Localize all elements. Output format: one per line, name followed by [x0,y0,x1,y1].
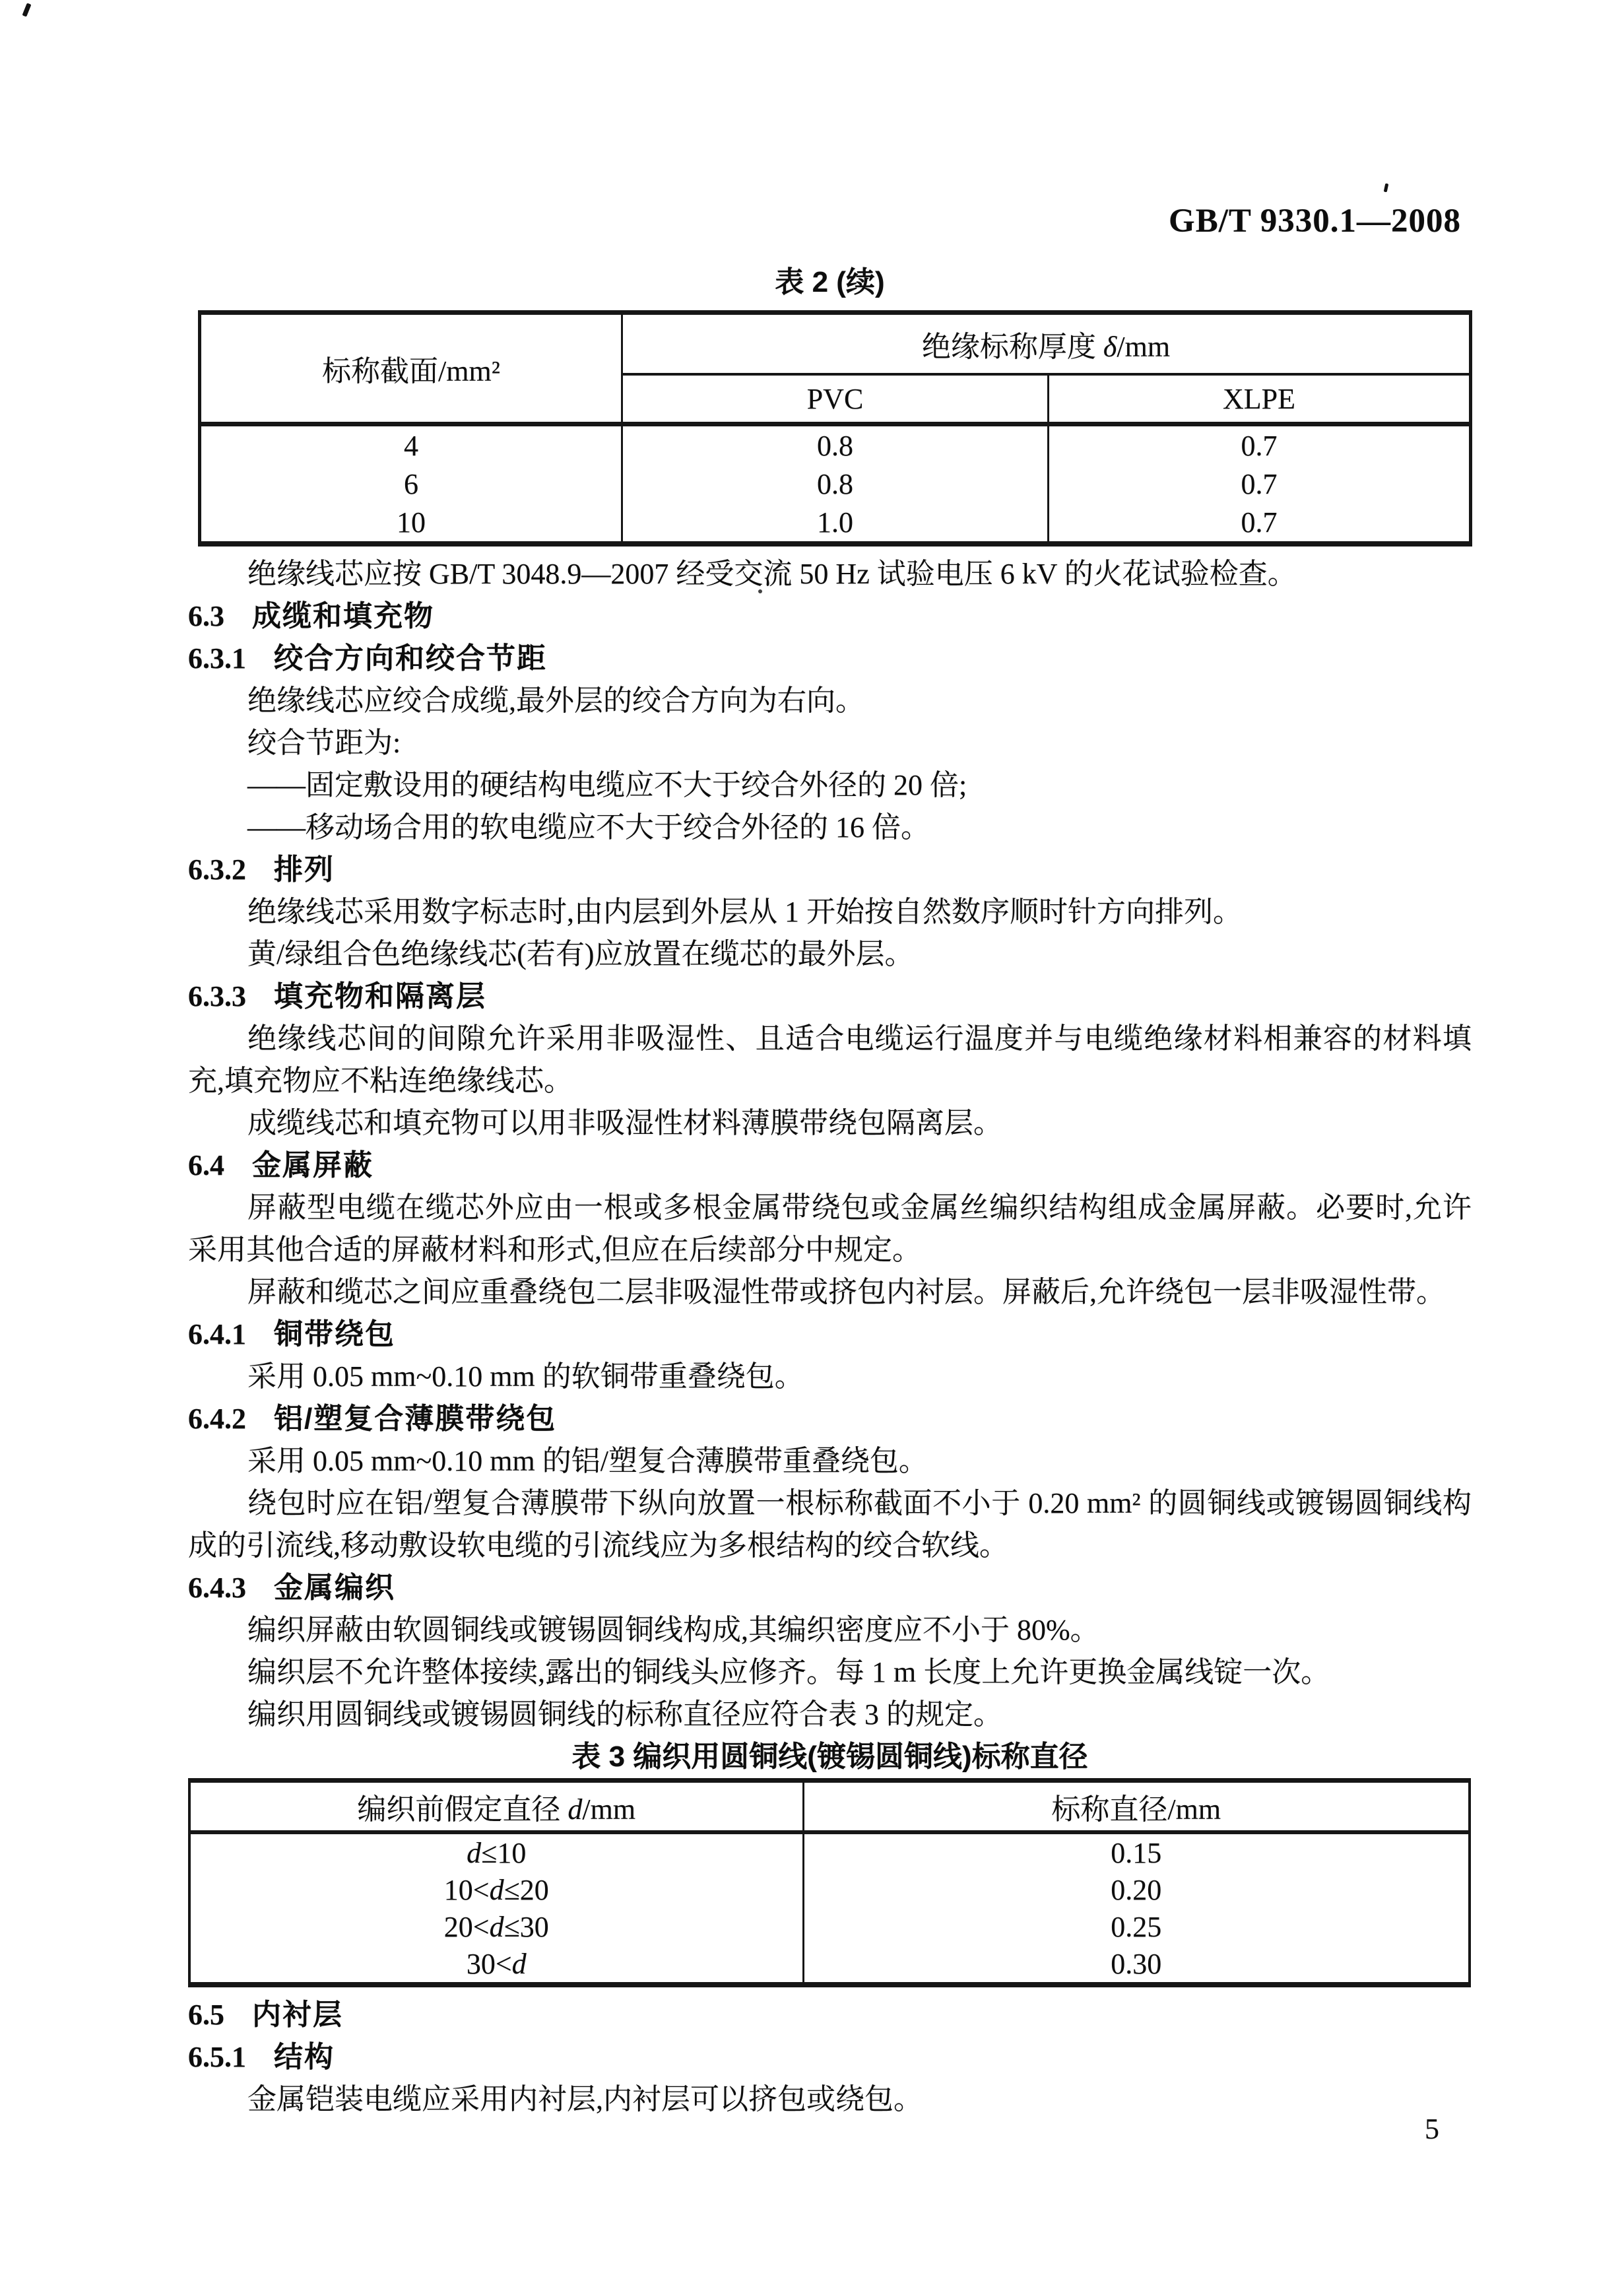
table-cell: 0.20 [1111,1873,1162,1906]
dash-item: ——移动场合用的软电缆应不大于绞合外径的 16 倍。 [247,811,930,844]
table-cell: 20<d≤30 [189,1908,803,1945]
paragraph: 编织层不允许整体接续,露出的铜线头应修齐。每 1 m 长度上允许更换金属线锭一次。 [247,1656,1330,1688]
body-text [188,553,1472,1736]
table2-caption: 表 2 (续) [775,266,885,298]
paragraph: 采用 0.05 mm~0.10 mm 的软铜带重叠绕包。 [247,1360,804,1393]
paragraph: 编织屏蔽由软圆铜线或镀锡圆铜线构成,其编织密度应不小于 80%。 [247,1614,1099,1646]
table-cell: 0.25 [1111,1910,1162,1943]
section-heading-6-3-3: 6.3.3 填充物和隔离层 [188,980,486,1012]
table2 [198,310,1472,547]
paragraph: 绞合节距为: [247,727,401,759]
table-cell: 0.30 [1111,1947,1162,1980]
section-heading-6-3: 6.3 成缆和填充物 [188,600,434,632]
section-heading-6-4-1: 6.4.1 铜带绕包 [188,1318,395,1350]
section-heading-6-4-2: 6.4.2 铝/塑复合薄膜带绕包 [188,1403,557,1435]
section-heading-6-4-3: 6.4.3 金属编织 [188,1572,395,1604]
paragraph: 采用 0.05 mm~0.10 mm 的铝/塑复合薄膜带重叠绕包。 [247,1445,928,1477]
section-heading-6-5-1: 6.5.1 结构 [188,2041,335,2073]
section-heading-6-5: 6.5 内衬层 [188,1999,343,2031]
table3-caption: 表 3 编织用圆铜线(镀锡圆铜线)标称直径 [571,1740,1088,1773]
paragraph: 黄/绿组合色绝缘线芯(若有)应放置在缆芯的最外层。 [247,938,914,970]
paragraph: 成缆线芯和填充物可以用非吸湿性材料薄膜带绕包隔离层。 [247,1107,1002,1139]
page-number: 5 [1425,2113,1439,2145]
section-heading-6-3-1: 6.3.1 绞合方向和绞合节距 [188,642,547,675]
paragraph: 绝缘线芯间的间隙允许采用非吸湿性、且适合电缆运行温度并与电缆绝缘材料相兼容的材料填充,填充物应不粘连绝缘线芯。 [188,1022,1472,1097]
table2-subheader-pvc: PVC [622,374,1049,424]
table-cell: 4 [200,424,622,465]
standard-number: GB/T 9330.1—2008 [1169,203,1461,240]
table-cell: 30<d [189,1945,803,1985]
paragraph: 金属铠装电缆应采用内衬层,内衬层可以挤包或绕包。 [247,2083,923,2115]
table-cell: 0.8 [622,424,1049,465]
table-row [200,424,1471,465]
paragraph: 绝缘线芯应按 GB/T 3048.9—2007 经受交流 50 Hz 试验电压 6 kV 的火花试验检查。 [247,558,1297,590]
paragraph: 编织用圆铜线或镀锡圆铜线的标称直径应符合表 3 的规定。 [247,1698,1002,1731]
table2-subheader-xlpe: XLPE [1049,374,1471,424]
table-cell: 0.15 [1111,1836,1162,1869]
table-cell: 6 [200,465,622,503]
table-row [189,1832,1470,1871]
table-cell: 10<d≤20 [189,1871,803,1908]
table-cell: 0.7 [1241,506,1278,539]
section-heading-6-3-2: 6.3.2 排列 [188,853,335,886]
table2-col1-header: 标称截面/mm² [200,313,622,424]
table3-header-nominal-diameter: 标称直径/mm [803,1781,1470,1833]
dash-item: ——固定敷设用的硬结构电缆应不大于绞合外径的 20 倍; [247,769,967,801]
paragraph: 屏蔽和缆芯之间应重叠绕包二层非吸湿性带或挤包内衬层。屏蔽后,允许绕包一层非吸湿性带。 [247,1276,1445,1308]
table-cell: d≤10 [189,1832,803,1871]
table2-span-header: 绝缘标称厚度 δ/mm [622,313,1471,375]
paragraph: 绝缘线芯应绞合成缆,最外层的绞合方向为右向。 [247,684,864,717]
tail-text [188,1994,1472,2121]
section-heading-6-4: 6.4 金属屏蔽 [188,1149,374,1181]
paragraph: 绕包时应在铝/塑复合薄膜带下纵向放置一根标称截面不小于 0.20 mm² 的圆铜线或镀锡圆铜线构成的引流线,移动敷设软电缆的引流线应为多根结构的绞合软线。 [188,1487,1472,1562]
table-row [189,1871,1470,1908]
table3-header-diameter-before-braiding: 编织前假定直径 d/mm [189,1781,803,1833]
paragraph: 屏蔽型电缆在缆芯外应由一根或多根金属带绕包或金属丝编织结构组成金属屏蔽。必要时,允许采用其他合适的屏蔽材料和形式,但应在后续部分中规定。 [188,1191,1472,1266]
table-row [200,465,1471,503]
table-cell: 10 [200,503,622,544]
table-cell: 0.7 [1241,467,1278,500]
table3 [188,1778,1471,1987]
table-row [200,503,1471,544]
table-row [189,1908,1470,1945]
document-content [188,0,1472,2121]
scan-speck [22,3,32,17]
table-cell: 1.0 [622,503,1049,544]
table-cell: 0.8 [622,465,1049,503]
table-row [189,1945,1470,1985]
paragraph: 绝缘线芯采用数字标志时,由内层到外层从 1 开始按自然数序顺时针方向排列。 [247,896,1242,928]
table-cell: 0.7 [1241,429,1278,462]
